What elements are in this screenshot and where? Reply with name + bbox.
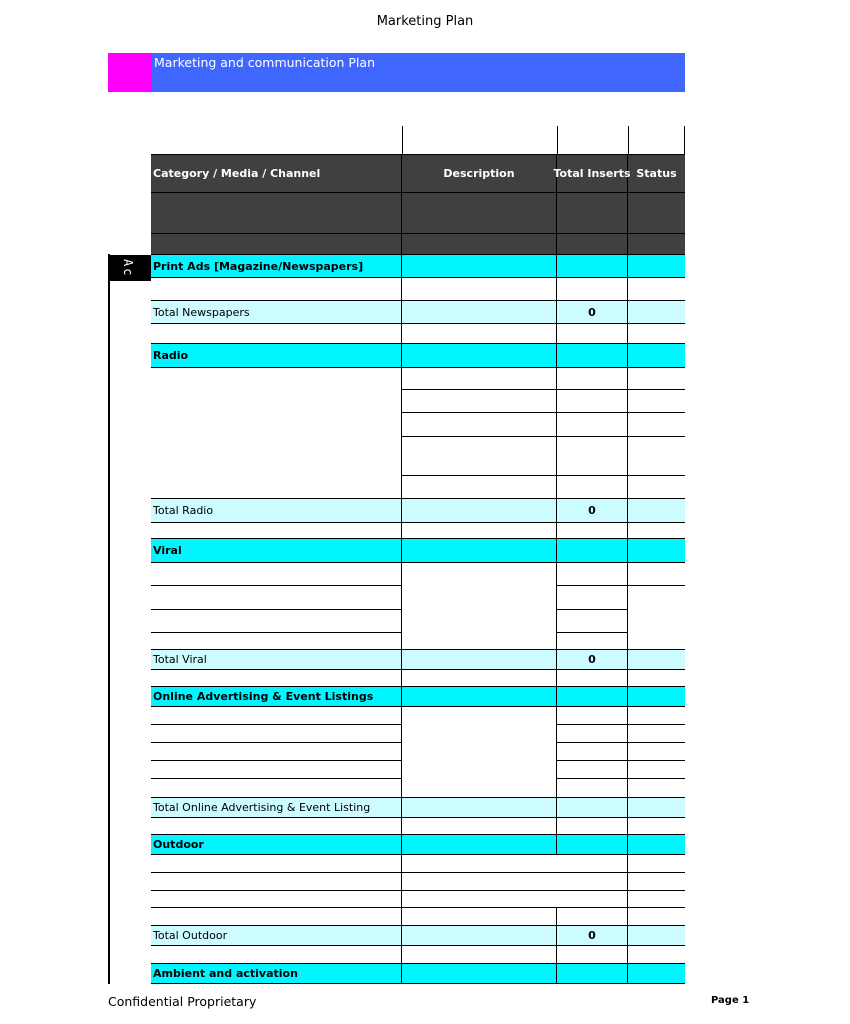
table-row[interactable] (151, 301, 685, 324)
table-row[interactable] (151, 964, 685, 984)
category-label: Ambient and activation (151, 964, 402, 983)
category-label: Viral (151, 539, 402, 562)
total-value (557, 798, 628, 817)
total-value: 0 (557, 926, 628, 945)
table-row[interactable] (151, 255, 685, 278)
table-header-row (151, 154, 685, 193)
table-row[interactable] (151, 324, 685, 344)
table-row[interactable] (402, 413, 685, 437)
category-label: Online Advertising & Event Listings (151, 687, 402, 706)
table-header-row (151, 234, 685, 255)
category-label: Print Ads [Magazine/Newspapers] (151, 255, 402, 277)
table-row[interactable] (151, 687, 685, 707)
table-row[interactable] (151, 278, 685, 301)
table-row[interactable] (557, 761, 685, 779)
table-row[interactable] (151, 344, 685, 368)
total-value: 0 (557, 499, 628, 522)
title-accent-block (108, 53, 152, 92)
table-row[interactable] (151, 725, 402, 743)
total-value: 0 (557, 301, 628, 323)
col-header-category: Category / Media / Channel (151, 155, 402, 192)
table-cell-merged (628, 586, 685, 633)
category-label: Radio (151, 344, 402, 367)
table-row[interactable] (151, 586, 402, 610)
total-label: Total Radio (151, 499, 402, 522)
table-header-row (151, 193, 685, 234)
table-row[interactable] (151, 539, 685, 563)
table-row[interactable] (557, 725, 685, 743)
table-row[interactable] (557, 743, 685, 761)
total-label: Total Newspapers (151, 301, 402, 323)
col-header-total-inserts: Total Inserts (557, 155, 628, 192)
side-column (108, 254, 152, 984)
title-bar (108, 53, 685, 92)
total-label: Total Viral (151, 650, 402, 669)
table-row[interactable] (151, 855, 685, 873)
table-row[interactable] (151, 908, 685, 926)
table-row[interactable] (557, 633, 685, 650)
table-row[interactable] (151, 670, 685, 687)
footer-confidential: Confidential Proprietary (108, 994, 257, 1009)
table-row[interactable] (151, 818, 685, 835)
table-row[interactable] (151, 499, 685, 523)
table-row[interactable] (151, 873, 685, 891)
table-row[interactable] (557, 610, 628, 633)
table-row[interactable] (151, 650, 685, 670)
total-value: 0 (557, 650, 628, 669)
table-row[interactable] (151, 610, 402, 633)
table-row[interactable] (151, 761, 402, 779)
footer-page-number: Page 1 (711, 995, 750, 1006)
table-row[interactable] (557, 563, 685, 586)
table-row[interactable] (151, 563, 402, 586)
table-row[interactable] (151, 633, 402, 650)
col-header-status: Status (636, 167, 677, 180)
side-label: Ac tm (110, 255, 152, 281)
table-row[interactable] (402, 437, 685, 476)
table-row[interactable] (151, 835, 685, 855)
total-label: Total Outdoor (151, 926, 402, 945)
table-row[interactable] (557, 707, 685, 725)
table-row[interactable] (151, 798, 685, 818)
table-row[interactable] (151, 926, 685, 946)
table-row[interactable] (557, 779, 685, 798)
table-row[interactable] (151, 946, 685, 964)
category-label: Outdoor (151, 835, 402, 854)
col-header-description: Description (402, 155, 557, 192)
total-label: Total Online Advertising & Event Listing (151, 798, 402, 817)
table-row[interactable] (402, 390, 685, 413)
table-row[interactable] (402, 476, 685, 499)
table-row[interactable] (151, 707, 402, 725)
table-row[interactable] (151, 523, 685, 539)
table-row[interactable] (151, 891, 685, 908)
table-row[interactable] (151, 779, 402, 798)
page-header: Marketing Plan (376, 14, 474, 29)
plan-title: Marketing and communication Plan (154, 55, 375, 70)
table-row[interactable] (151, 743, 402, 761)
table-row[interactable] (402, 368, 685, 390)
